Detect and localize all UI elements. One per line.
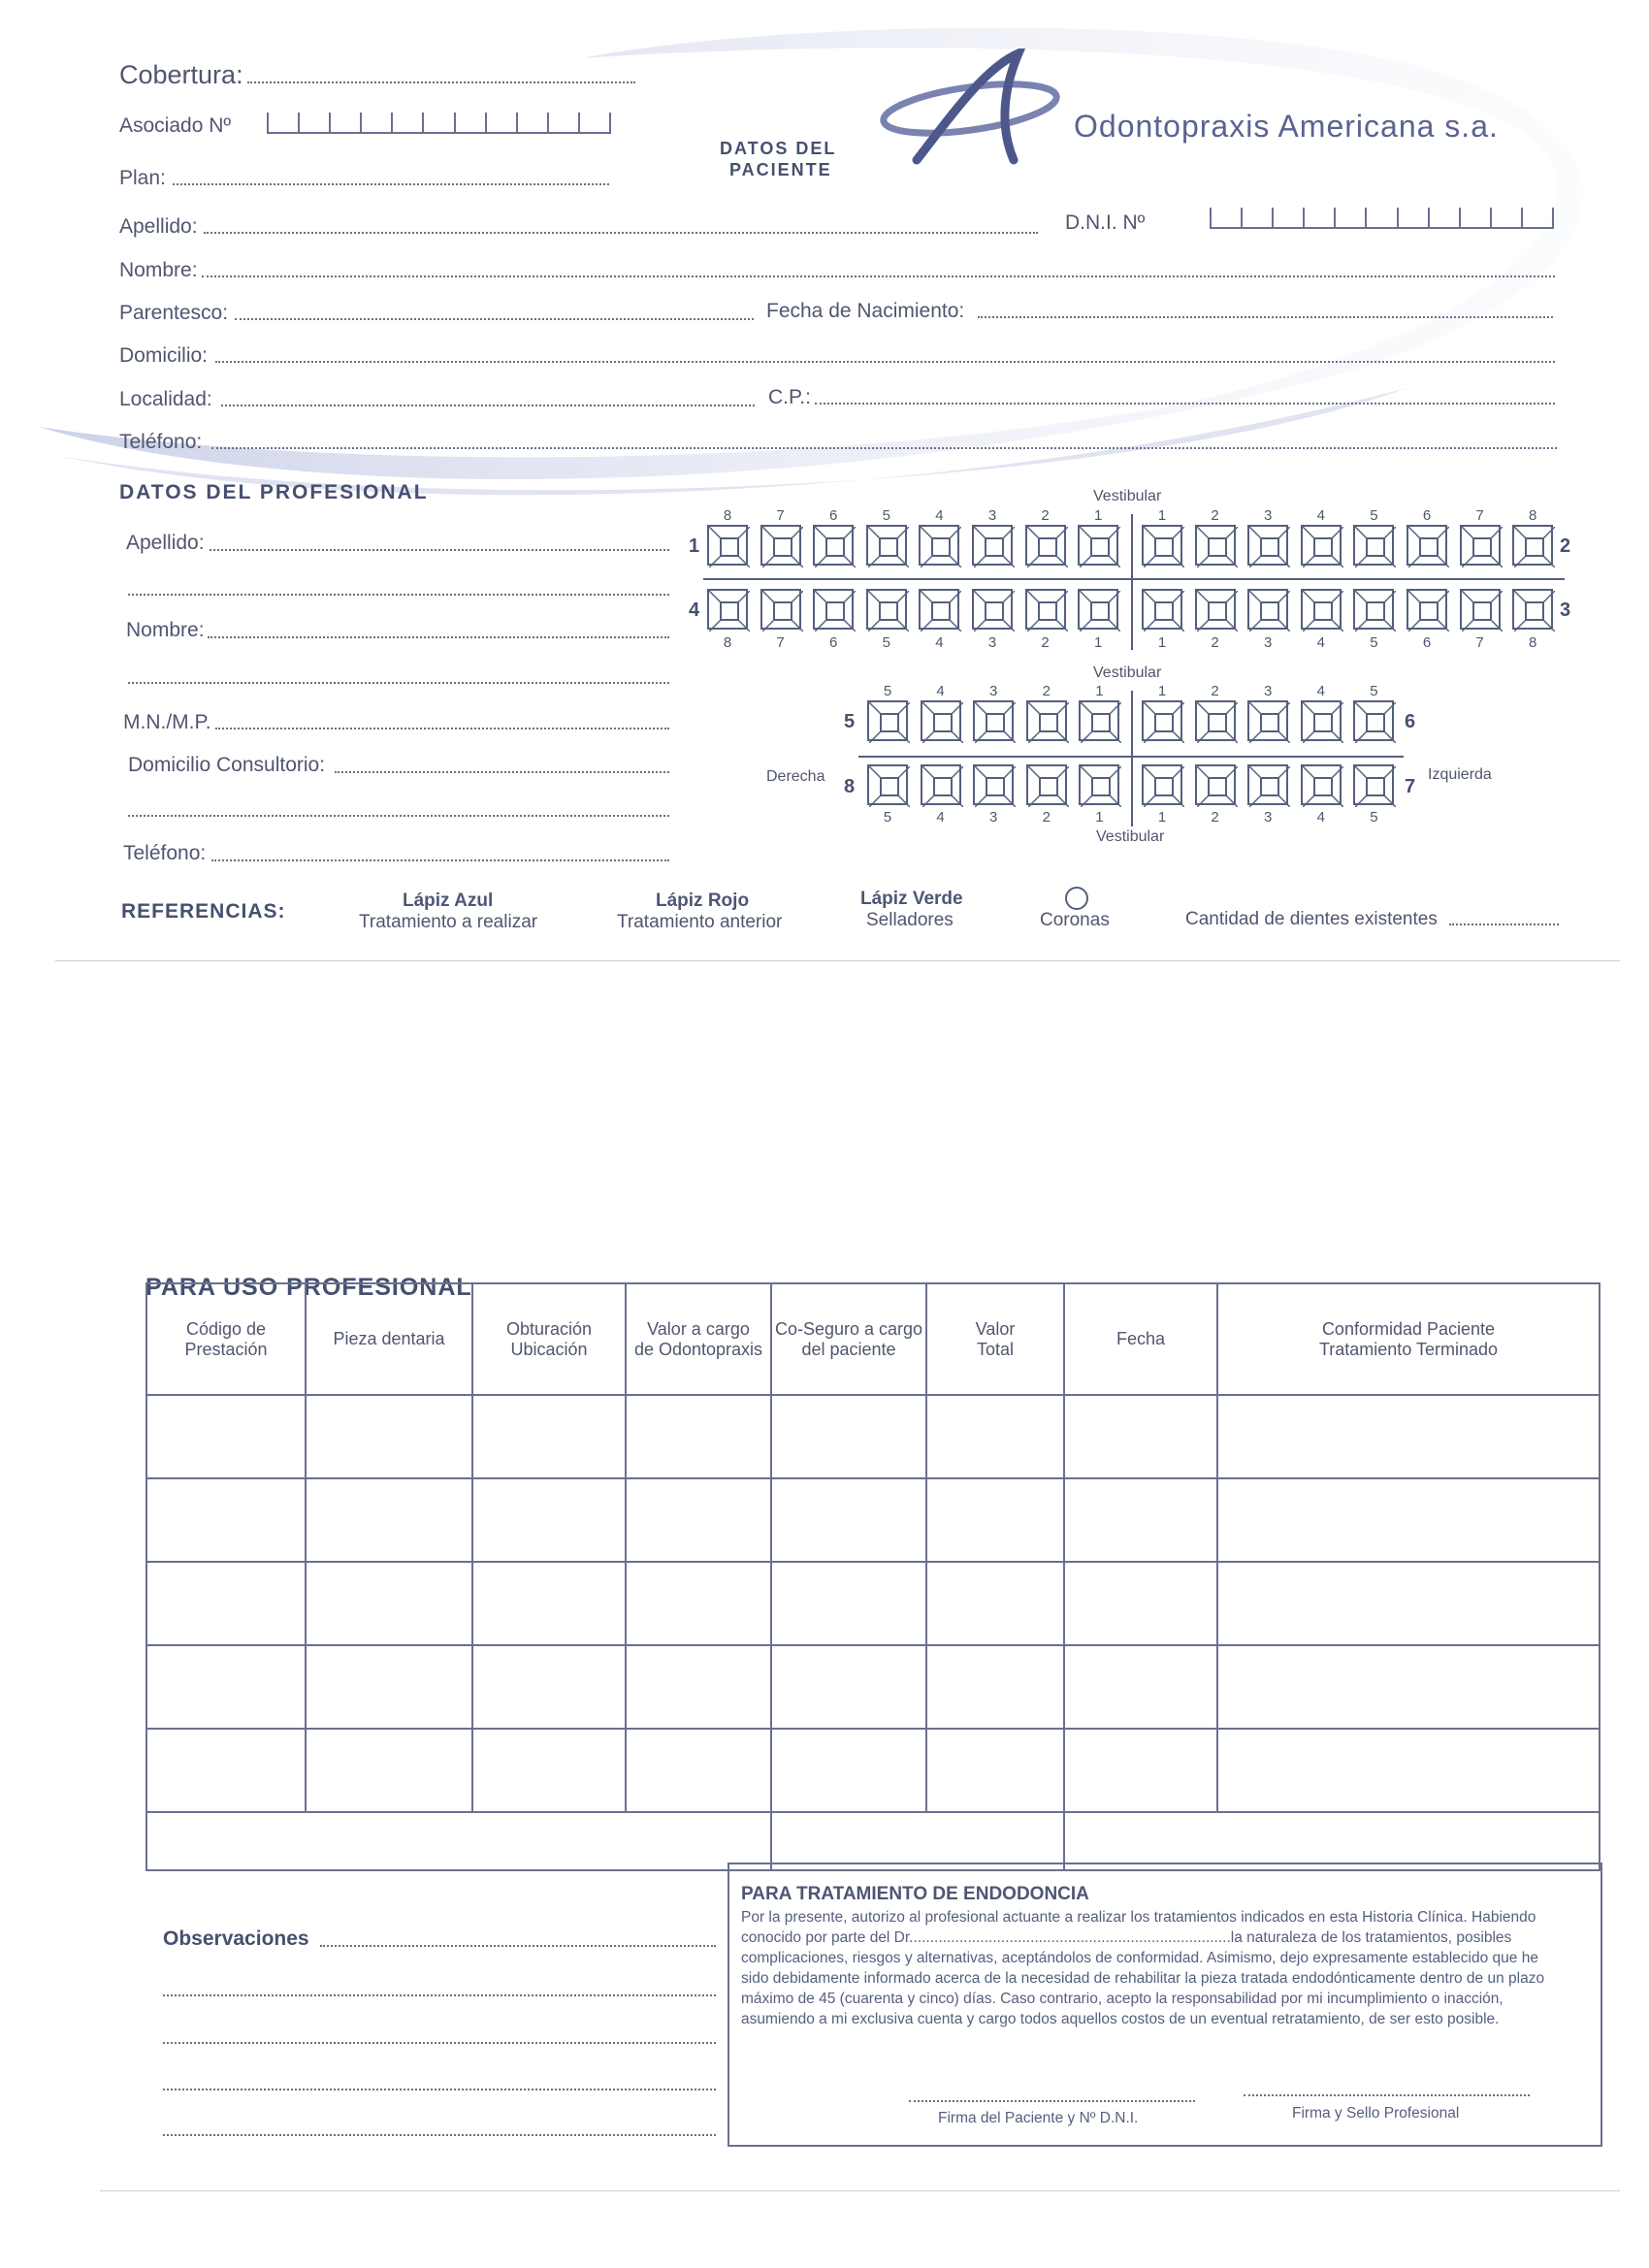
table-row	[146, 1562, 1600, 1645]
tooth-child-lower-left-1[interactable]	[1142, 764, 1182, 805]
table-total-row	[146, 1812, 1600, 1870]
tooth-number: 5	[882, 634, 890, 651]
izquierda-label: Izquierda	[1428, 766, 1492, 783]
quadrant-6-label: 6	[1405, 711, 1416, 732]
tooth-number: 2	[1041, 507, 1050, 524]
odontogram-divider-child-v	[1131, 691, 1133, 826]
tooth-child-lower-left-3[interactable]	[1247, 764, 1288, 805]
vestibular-bottom: Vestibular	[1096, 828, 1165, 845]
tooth-number: 3	[987, 507, 997, 524]
tooth-number: 4	[935, 634, 944, 651]
tooth-lower-left-3[interactable]	[1247, 589, 1288, 630]
ref-verde-title: Lápiz Verde	[860, 889, 963, 909]
endodoncia-line-3: complicaciones, riesgos y alternativas, aceptándolos de conformidad. Asimismo, dejo expresamente establecido que he	[741, 1950, 1538, 1966]
tooth-upper-right-7[interactable]	[760, 525, 801, 566]
mnmp-label: M.N./M.P.	[123, 711, 211, 733]
tooth-lower-left-2[interactable]	[1195, 589, 1236, 630]
cobertura-label: Cobertura:	[119, 60, 243, 89]
tooth-lower-right-4[interactable]	[919, 589, 959, 630]
prof-nombre-label: Nombre:	[126, 619, 205, 641]
firma-profesional-label: Firma y Sello Profesional	[1292, 2105, 1460, 2122]
tooth-number: 3	[1264, 507, 1273, 524]
tooth-number: 5	[883, 809, 892, 826]
tooth-child-lower-right-3[interactable]	[973, 764, 1014, 805]
tooth-number: 2	[1042, 683, 1051, 699]
tooth-child-lower-right-4[interactable]	[921, 764, 961, 805]
tooth-number: 4	[1316, 683, 1325, 699]
cantidad-field[interactable]	[1449, 923, 1559, 925]
tooth-child-upper-left-1[interactable]	[1142, 700, 1182, 741]
cobertura-field[interactable]	[247, 81, 635, 83]
tooth-number: 7	[1475, 507, 1484, 524]
asociado-boxes[interactable]	[267, 113, 611, 134]
tooth-number: 5	[1370, 809, 1378, 826]
ref-verde-desc: Selladores	[866, 910, 954, 930]
table-row	[146, 1395, 1600, 1478]
tooth-upper-left-1[interactable]	[1142, 525, 1182, 566]
tooth-lower-right-5[interactable]	[866, 589, 907, 630]
tooth-number: 6	[1422, 507, 1432, 524]
col-valor-odontopraxis: Valor a cargo de Odontopraxis	[626, 1283, 771, 1395]
tooth-number: 7	[776, 507, 785, 524]
professional-table	[146, 1282, 1600, 1871]
tooth-upper-right-6[interactable]	[813, 525, 854, 566]
domicilio-consultorio-label: Domicilio Consultorio:	[128, 754, 326, 776]
tooth-lower-right-3[interactable]	[972, 589, 1013, 630]
tooth-child-upper-left-3[interactable]	[1247, 700, 1288, 741]
ref-coronas-desc: Coronas	[1040, 910, 1110, 930]
apellido-field[interactable]	[204, 232, 1038, 234]
tooth-number: 4	[936, 809, 945, 826]
vestibular-top: Vestibular	[1093, 488, 1162, 504]
tooth-child-upper-right-1[interactable]	[1079, 700, 1119, 741]
localidad-label: Localidad:	[119, 388, 212, 410]
observaciones-line-3[interactable]	[163, 2042, 716, 2044]
tooth-number: 2	[1211, 634, 1219, 651]
telefono-field[interactable]	[211, 447, 1557, 449]
tooth-number: 2	[1211, 683, 1219, 699]
tooth-number: 7	[776, 634, 785, 651]
col-pieza: Pieza dentaria	[306, 1283, 472, 1395]
plan-field[interactable]	[173, 183, 609, 185]
tooth-number: 1	[1095, 809, 1104, 826]
tooth-lower-left-7[interactable]	[1460, 589, 1501, 630]
tooth-number: 2	[1211, 809, 1219, 826]
tooth-upper-left-7[interactable]	[1460, 525, 1501, 566]
tooth-number: 5	[1370, 683, 1378, 699]
tooth-number: 3	[989, 683, 998, 699]
tooth-number: 1	[1157, 683, 1167, 699]
quadrant-8-label: 8	[844, 776, 856, 797]
col-conformidad: Conformidad Paciente Tratamiento Terminado	[1217, 1283, 1600, 1395]
tooth-upper-left-3[interactable]	[1247, 525, 1288, 566]
tooth-upper-right-5[interactable]	[866, 525, 907, 566]
endodoncia-line-1: Por la presente, autorizo al profesional actuante a realizar los tratamientos indicados en esta Historia Clínica. Habiendo	[741, 1909, 1536, 1926]
tooth-child-lower-right-5[interactable]	[867, 764, 908, 805]
tooth-number: 4	[1316, 507, 1325, 524]
tooth-child-lower-right-2[interactable]	[1026, 764, 1067, 805]
tooth-child-upper-right-5[interactable]	[867, 700, 908, 741]
domicilio-label: Domicilio:	[119, 344, 209, 367]
domicilio-field[interactable]	[215, 361, 1555, 363]
tooth-upper-right-8[interactable]	[707, 525, 748, 566]
referencias-label: REFERENCIAS:	[121, 900, 286, 923]
tooth-upper-right-4[interactable]	[919, 525, 959, 566]
tooth-lower-right-2[interactable]	[1025, 589, 1066, 630]
tooth-lower-right-6[interactable]	[813, 589, 854, 630]
mnmp-field[interactable]	[215, 728, 669, 729]
tooth-child-lower-left-2[interactable]	[1195, 764, 1236, 805]
endodoncia-title: PARA TRATAMIENTO DE ENDODONCIA	[741, 1884, 1089, 1904]
dni-label: D.N.I. Nº	[1065, 211, 1146, 234]
col-coseguro: Co-Seguro a cargo del paciente	[771, 1283, 926, 1395]
tooth-number: 4	[936, 683, 945, 699]
uso-profesional-title: PARA USO PROFESIONAL	[146, 1274, 472, 1301]
tooth-upper-right-3[interactable]	[972, 525, 1013, 566]
table-row	[146, 1645, 1600, 1729]
tooth-lower-left-8[interactable]	[1512, 589, 1553, 630]
tooth-upper-left-4[interactable]	[1301, 525, 1342, 566]
prof-telefono-label: Teléfono:	[123, 842, 207, 864]
endodoncia-line-4: sido debidamente informado acerca de la necesidad de rehabilitar la pieza tratada endodónticamente dentro de un plazo	[741, 1970, 1545, 1987]
cantidad-label: Cantidad de dientes existentes	[1185, 909, 1438, 929]
tooth-number: 6	[1422, 634, 1432, 651]
observaciones-line-2[interactable]	[163, 1994, 716, 1996]
quadrant-4-label: 4	[689, 599, 700, 621]
datos-profesional-title: DATOS DEL PROFESIONAL	[119, 481, 429, 503]
tooth-number: 1	[1095, 683, 1104, 699]
col-codigo: Código de Prestación	[146, 1283, 306, 1395]
quadrant-5-label: 5	[844, 711, 856, 732]
tooth-upper-left-8[interactable]	[1512, 525, 1553, 566]
brand-name: Odontopraxis Americana s.a.	[1074, 109, 1499, 144]
tooth-lower-left-4[interactable]	[1301, 589, 1342, 630]
nombre-field[interactable]	[202, 275, 1555, 277]
tooth-number: 5	[1370, 634, 1378, 651]
parentesco-field[interactable]	[235, 318, 754, 320]
tooth-number: 5	[882, 507, 890, 524]
tooth-number: 8	[723, 507, 732, 524]
tooth-number: 1	[1157, 634, 1167, 651]
tooth-upper-left-6[interactable]	[1406, 525, 1447, 566]
telefono-label: Teléfono:	[119, 431, 203, 453]
quadrant-7-label: 7	[1405, 776, 1416, 797]
prof-apellido-field[interactable]	[210, 549, 669, 551]
tooth-lower-left-6[interactable]	[1406, 589, 1447, 630]
tooth-number: 1	[1157, 809, 1167, 826]
col-valor-total: Valor Total	[926, 1283, 1064, 1395]
plan-label: Plan:	[119, 167, 166, 189]
cp-field[interactable]	[815, 403, 1555, 405]
tooth-number: 1	[1094, 507, 1103, 524]
tooth-number: 5	[883, 683, 892, 699]
endodoncia-box	[728, 1863, 1602, 2147]
tooth-upper-right-1[interactable]	[1078, 525, 1118, 566]
tooth-number: 1	[1157, 507, 1167, 524]
table-row	[146, 1729, 1600, 1812]
parentesco-label: Parentesco:	[119, 302, 229, 324]
tooth-number: 3	[1264, 683, 1273, 699]
tooth-lower-left-1[interactable]	[1142, 589, 1182, 630]
tooth-number: 5	[1370, 507, 1378, 524]
quadrant-1-label: 1	[689, 535, 700, 557]
ref-azul-desc: Tratamiento a realizar	[359, 912, 538, 932]
tooth-child-upper-right-4[interactable]	[921, 700, 961, 741]
tooth-lower-left-5[interactable]	[1353, 589, 1394, 630]
firma-paciente-line[interactable]	[909, 2100, 1195, 2102]
coronas-circle-icon	[1065, 887, 1088, 910]
datos-paciente-title-2: PACIENTE	[729, 160, 832, 179]
prof-apellido-label: Apellido:	[126, 532, 205, 554]
col-obturacion: Obturación Ubicación	[472, 1283, 626, 1395]
observaciones-line-1[interactable]	[320, 1945, 716, 1947]
tooth-child-lower-right-1[interactable]	[1079, 764, 1119, 805]
fecha-nacimiento-field[interactable]	[978, 316, 1553, 318]
fecha-nacimiento-label: Fecha de Nacimiento:	[766, 300, 965, 322]
col-fecha: Fecha	[1064, 1283, 1217, 1395]
derecha-label: Derecha	[766, 768, 825, 785]
tooth-number: 4	[935, 507, 944, 524]
firma-profesional-line[interactable]	[1244, 2094, 1530, 2096]
localidad-field[interactable]	[221, 405, 755, 406]
tooth-number: 3	[987, 634, 997, 651]
quadrant-3-label: 3	[1560, 599, 1571, 621]
tooth-number: 1	[1094, 634, 1103, 651]
tooth-upper-left-2[interactable]	[1195, 525, 1236, 566]
tooth-number: 3	[989, 809, 998, 826]
tooth-child-lower-left-4[interactable]	[1301, 764, 1342, 805]
prof-nombre-field-2[interactable]	[128, 682, 669, 684]
tooth-lower-right-8[interactable]	[707, 589, 748, 630]
tooth-number: 6	[829, 634, 838, 651]
tooth-number: 2	[1211, 507, 1219, 524]
tooth-number: 7	[1475, 634, 1484, 651]
logo-icon	[878, 49, 1062, 175]
tooth-child-upper-right-3[interactable]	[973, 700, 1014, 741]
table-row	[146, 1478, 1600, 1562]
tooth-lower-right-1[interactable]	[1078, 589, 1118, 630]
bottom-separator	[100, 2190, 1620, 2191]
dni-boxes[interactable]	[1210, 208, 1554, 229]
odontogram-divider-adult	[703, 578, 1565, 580]
tooth-number: 8	[1529, 634, 1537, 651]
apellido-label: Apellido:	[119, 215, 198, 238]
datos-paciente-title-1: DATOS DEL	[720, 139, 837, 158]
tooth-number: 3	[1264, 809, 1273, 826]
section-separator	[55, 960, 1620, 961]
ref-rojo-title: Lápiz Rojo	[656, 891, 750, 911]
tooth-upper-left-5[interactable]	[1353, 525, 1394, 566]
tooth-number: 8	[1529, 507, 1537, 524]
domicilio-consultorio-field[interactable]	[335, 771, 669, 773]
tooth-number: 3	[1264, 634, 1273, 651]
tooth-number: 4	[1316, 809, 1325, 826]
tooth-child-upper-left-5[interactable]	[1353, 700, 1394, 741]
tooth-number: 2	[1041, 634, 1050, 651]
endodoncia-line-5: máximo de 45 (cuarenta y cinco) días. Caso contrario, acepto la responsabilidad por mi incumplimiento o inacción,	[741, 1991, 1504, 2007]
ref-azul-title: Lápiz Azul	[403, 891, 494, 911]
tooth-number: 8	[723, 634, 732, 651]
endodoncia-line-6: asumiendo a mi exclusiva cuenta y cargo todos aquellos costos de un eventual retratamiento, de ser esto posible.	[741, 2011, 1500, 2027]
nombre-label: Nombre:	[119, 259, 198, 281]
endodoncia-line-2: conocido por parte del Dr.............................................................................la naturaleza de los tratamientos, posibles	[741, 1929, 1512, 1946]
observaciones-line-5[interactable]	[163, 2134, 716, 2136]
tooth-number: 2	[1042, 809, 1051, 826]
domicilio-consultorio-field-2[interactable]	[128, 815, 669, 817]
vestibular-mid: Vestibular	[1093, 664, 1162, 681]
tooth-child-upper-left-4[interactable]	[1301, 700, 1342, 741]
tooth-child-upper-left-2[interactable]	[1195, 700, 1236, 741]
tooth-number: 4	[1316, 634, 1325, 651]
prof-apellido-field-2[interactable]	[128, 594, 669, 596]
observaciones-line-4[interactable]	[163, 2089, 716, 2090]
cp-label: C.P.:	[768, 386, 811, 408]
firma-paciente-label: Firma del Paciente y Nº D.N.I.	[938, 2110, 1139, 2126]
tooth-lower-right-7[interactable]	[760, 589, 801, 630]
tooth-number: 6	[829, 507, 838, 524]
tooth-child-lower-left-5[interactable]	[1353, 764, 1394, 805]
tooth-child-upper-right-2[interactable]	[1026, 700, 1067, 741]
odontogram-divider-adult-v	[1131, 514, 1133, 650]
prof-telefono-field[interactable]	[211, 859, 669, 861]
tooth-upper-right-2[interactable]	[1025, 525, 1066, 566]
prof-nombre-field[interactable]	[208, 636, 669, 638]
quadrant-2-label: 2	[1560, 535, 1571, 557]
ref-rojo-desc: Tratamiento anterior	[617, 912, 783, 932]
asociado-label: Asociado Nº	[119, 114, 232, 137]
observaciones-label: Observaciones	[163, 1928, 309, 1950]
